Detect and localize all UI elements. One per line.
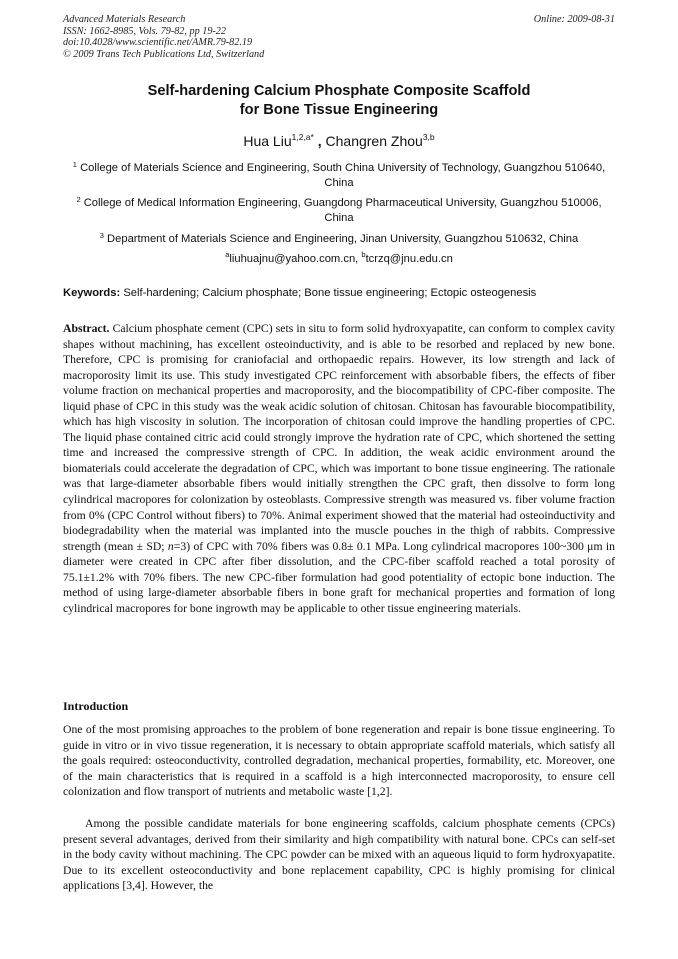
issn-line: ISSN: 1662-8985, Vols. 79-82, pp 19-22: [63, 25, 226, 37]
keywords-label: Keywords:: [63, 287, 121, 299]
title-line-2: for Bone Tissue Engineering: [239, 101, 439, 118]
email-b: tcrzq@jnu.edu.cn: [365, 253, 453, 265]
author-2-sup: 3,b: [422, 132, 435, 142]
online-date: Online: 2009-08-31: [533, 14, 615, 25]
email-b-sup: b: [361, 250, 366, 259]
abstract-n-italic: n: [167, 539, 174, 553]
abstract-text-2: =3) of CPC with 70% fibers was 0.8± 0.1 MPa. Long cylindrical macropores 100~300 μm in diameter were created in CPC after fiber dissolution, and the CPC-fiber scaffold reached a total porosity of 75.1±1.2% with 70% fibers. The new CPC-fiber formulation had good potentiality of ectopic bone induction. The method of using large-diameter absorbable fibers in bone graft for mechanical properties and formation of long cylindrical macropores for bone ingrowth may be applicable to other tissue engineering materials.: [63, 539, 615, 615]
email-line: [63, 250, 615, 265]
affiliation-3-text: Department of Materials Science and Engineering, Jinan University, Guangzhou 510632, China: [107, 233, 579, 245]
introduction-paragraph-1: One of the most promising approaches to the problem of bone regeneration and repair is bone tissue engineering. To guide in vitro or in vivo tissue regeneration, it is necessary to obtain appropriate scaffold materials, which satisfy all the goals required: osteoconductivity, controlled degradation, mechanical properties, formability, etc. Moreover, one of the main characteristics that is required in a scaffold is a high interconnected macroporosity, to ensure cell colonization and flow transport of nutrients and metabolic waste [1,2].: [63, 723, 615, 799]
affiliation-2-text: College of Medical Information Engineering, Guangdong Pharmaceutical University, Guangzhou 510006, China: [83, 197, 602, 224]
author-list: [63, 132, 615, 149]
doi-line: doi:10.4028/www.scientific.net/AMR.79-82.19: [63, 37, 253, 49]
author-1-sup: 1,2,a*: [291, 132, 314, 142]
author-separator: ,: [317, 133, 322, 149]
affiliation-2: [63, 193, 615, 225]
abstract: [63, 321, 615, 616]
affiliation-1-num: 1: [72, 160, 77, 169]
paper-title: [63, 82, 615, 119]
copyright-line: © 2009 Trans Tech Publications Ltd, Switzerland: [63, 48, 265, 60]
introduction-heading: Introduction: [63, 699, 129, 713]
affiliation-3-num: 3: [99, 231, 104, 240]
keywords: [63, 287, 615, 299]
affiliation-2-num: 2: [76, 195, 81, 204]
introduction-paragraph-2: Among the possible candidate materials for bone engineering scaffolds, calcium phosphate cements (CPCs) present several advantages, derived from their similarity and high compatibility with natural bone. CPCs can self-set in the body cavity without machining. The CPC powder can be mixed with an aqueous liquid to form hydroxyapatite. Due to its excellent osteoconductivity and bone replacement capability, CPC is highly promising for clinical applications [3,4]. However, the: [63, 817, 615, 893]
abstract-text-1: Calcium phosphate cement (CPC) sets in situ to form solid hydroxyapatite, can conform to complex cavity shapes without machining, has excellent osteoinductivity, and is able to be resorbed and replaced by new bone. Therefore, CPC is promising for craniofacial and orthopaedic repairs. However, its low strength and lack of macroporosity limit its use. This study investigated CPC reinforcement with absorbable fibers, the effects of fiber volume fraction on mechanical properties and macroporosity, and the biocompatibility of CPC-fiber composite. The liquid phase of CPC in this study was the weak acidic solution of chitosan. Chitosan has favourable biocompatibility, which has high viscosity in solution. The incorporation of chitosan could improve the handling properties of CPC. The liquid phase contained citric acid could strongly improve the hydration rate of CPC, which shortened the setting time and increased the compressive strength of CPC. In addition, the weak acidic environment around the biomaterials could accelerate the degradation of CPC, which was important to bone tissue engineering. The rationale was that large-diameter absorbable fibers would initially strengthen the CPC graft, then dissolve to form long cylindrical macropores for colonization by osteoblasts. Compressive strength was measured vs. fiber volume fraction from 0% (CPC Control without fibers) to 70%. Animal experiment showed that the material had osteoinductivity and biodegradability when the material was implanted into the muscle pouches in the thigh of rabbits. Compressive strength (mean ± SD;: [63, 322, 615, 553]
email-a: liuhuajnu@yahoo.com.cn,: [229, 253, 359, 265]
abstract-label: Abstract.: [63, 322, 110, 335]
email-a-sup: a: [225, 250, 230, 259]
journal-header: [63, 14, 615, 60]
affiliation-1-text: College of Materials Science and Engineering, South China University of Technology, Guangzhou 510640, China: [80, 162, 606, 189]
author-1-name: Hua Liu: [243, 133, 292, 149]
title-line-1: Self-hardening Calcium Phosphate Composite Scaffold: [147, 83, 531, 99]
journal-name: Advanced Materials Research: [63, 14, 186, 25]
author-2-name: Changren Zhou: [325, 133, 423, 149]
affiliation-1: [63, 158, 615, 190]
keywords-text: Self-hardening; Calcium phosphate; Bone tissue engineering; Ectopic osteogenesis: [123, 287, 537, 299]
affiliation-3: [63, 229, 615, 247]
